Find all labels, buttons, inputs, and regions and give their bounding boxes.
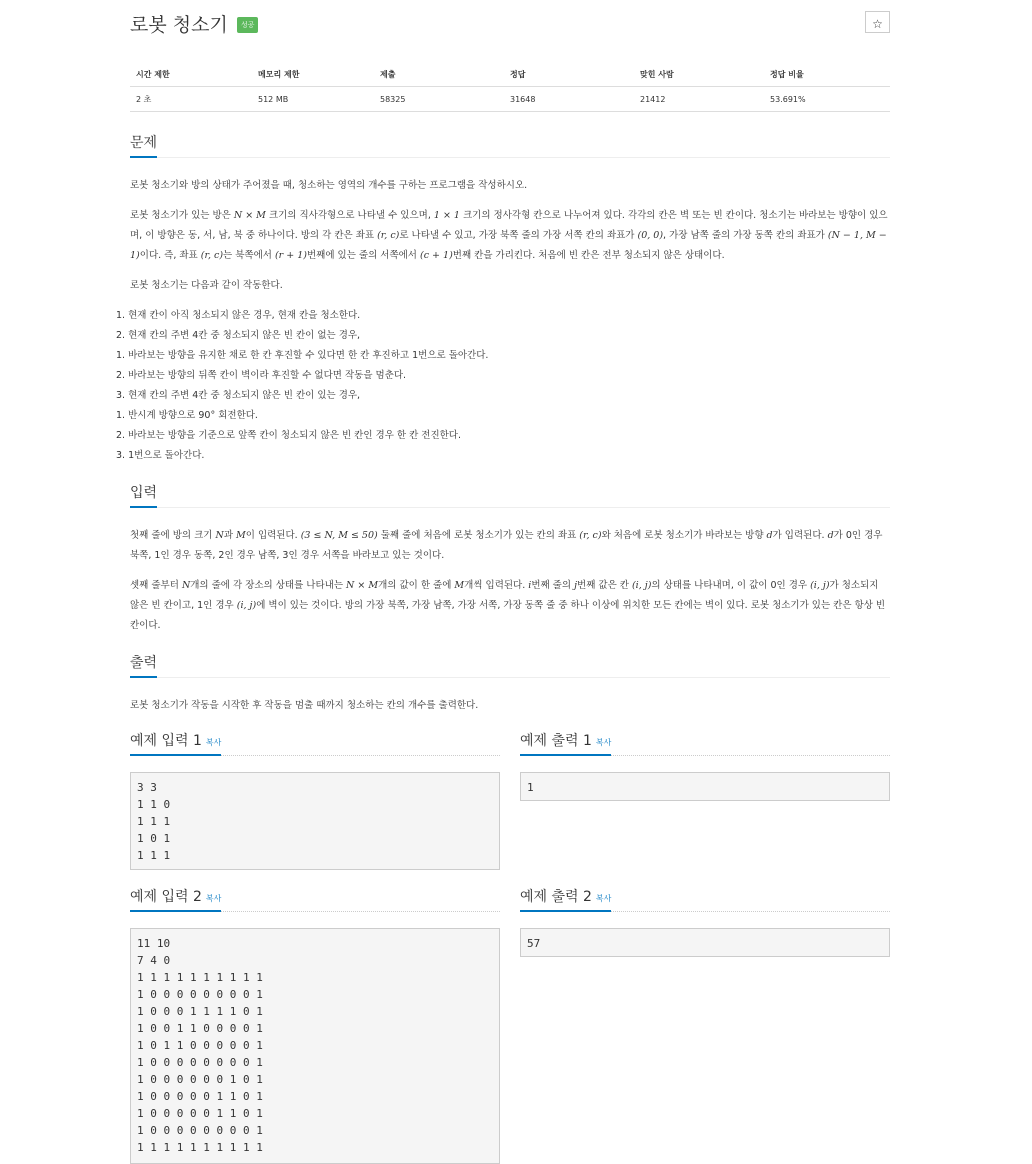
problem-section-header — [130, 132, 890, 158]
output-paragraph-1: 로봇 청소기가 작동을 시작한 후 작동을 멈출 때까지 청소하는 칸의 개수를 출력한다. — [130, 700, 479, 711]
header-solved-users: 맞힌 사람 — [634, 62, 764, 87]
list-item: 2. 바라보는 방향을 기준으로 앞쪽 칸이 청소되지 않은 빈 칸인 경우 한 칸 전진한다. — [116, 430, 462, 441]
info-header-row — [130, 62, 890, 87]
list-item: 1. 반시계 방향으로 90° 회전한다. — [116, 410, 258, 421]
info-value-row — [130, 87, 890, 112]
output-section-title: 출력 — [130, 652, 157, 678]
input-paragraph-1: 첫째 줄에 방의 크기 N과 M이 입력된다. (3 ≤ N, M ≤ 50) 둘째 줄에 처음에 로봇 청소기가 있는 칸의 좌표 (r, c)와 처음에 로봇 청소기가 바라보는 방향 d가 입력된다. d가 0인 경우 북쪽, 1인 경우 동쪽, 2인 경우 남쪽, 3인 경우 서쪽을 바라보고 있는 것이다. — [130, 530, 883, 561]
problem-paragraph-3: 로봇 청소기는 다음과 같이 작동한다. — [130, 280, 283, 291]
output-section-header — [130, 652, 890, 678]
header-time-limit: 시간 제한 — [130, 62, 252, 87]
operation-steps-list — [116, 306, 890, 466]
copy-button[interactable]: 복사 — [205, 894, 222, 903]
list-item: 2. 바라보는 방향의 뒤쪽 칸이 벽이라 후진할 수 없다면 작동을 멈춘다. — [116, 370, 407, 381]
star-icon[interactable]: ☆ — [865, 11, 890, 33]
input-section — [130, 482, 890, 636]
input-section-title: 입력 — [130, 482, 157, 508]
header-accept-ratio: 정답 비율 — [764, 62, 890, 87]
sample-input-1 — [130, 730, 500, 870]
problem-info-table — [130, 62, 890, 112]
sample-output-2-title: 예제 출력 2 — [520, 889, 592, 905]
input-paragraph-2: 셋째 줄부터 N개의 줄에 각 장소의 상태를 나타내는 N × M개의 값이 한 줄에 M개씩 입력된다. i번째 줄의 j번째 값은 칸 (i, j)의 상태를 나타내며, 이 값이 0인 경우 (i, j)가 청소되지 않은 빈 칸이고, 1인 경우 (i, j)에 벽이 있는 것이다. 방의 가장 북쪽, 가장 남쪽, 가장 서쪽, 가장 동쪽 줄 중 하나 이상에 위치한 모든 칸에는 벽이 있다. 로봇 청소기가 있는 칸은 항상 빈 칸이다. — [130, 580, 886, 631]
problem-paragraph-2: 로봇 청소기가 있는 방은 N × M 크기의 직사각형으로 나타낼 수 있으며, 1 × 1 크기의 정사각형 칸으로 나누어져 있다. 각각의 칸은 벽 또는 빈 칸이다. 청소기는 바라보는 방향이 있으며, 이 방향은 동, 서, 남, 북 중 하나이다. 방의 각 칸은 좌표 (r, c)로 나타낼 수 있고, 가장 북쪽 줄의 가장 서쪽 칸의 좌표가 (0, 0), 가장 남쪽 줄의 가장 동쪽 칸의 좌표가 (N − 1, M − 1)이다. 즉, 좌표 (r, c)는 북쪽에서 (r + 1)번째에 있는 줄의 서쪽에서 (c + 1)번째 칸을 가리킨다. 처음에 빈 칸은 전부 청소되지 않은 상태이다. — [130, 210, 888, 261]
sample-output-2-header — [520, 886, 890, 912]
header-submissions: 제출 — [374, 62, 504, 87]
status-badge: 성공 — [237, 17, 259, 33]
value-solved-users: 21412 — [634, 87, 764, 112]
problem-title: 로봇 청소기 — [130, 14, 228, 36]
sample-input-1-title: 예제 입력 1 — [130, 733, 202, 749]
value-memory-limit: 512 MB — [252, 87, 374, 112]
list-item: 2. 현재 칸의 주변 4칸 중 청소되지 않은 빈 칸이 없는 경우, — [116, 330, 361, 341]
list-item: 3. 1번으로 돌아간다. — [116, 450, 205, 461]
sample-input-2-title: 예제 입력 2 — [130, 889, 202, 905]
header-memory-limit: 메모리 제한 — [252, 62, 374, 87]
sample-input-2 — [130, 886, 500, 1164]
sample-output-1-header — [520, 730, 890, 756]
title-row — [130, 0, 890, 50]
sample-input-1-header — [130, 730, 500, 756]
sample-input-1-box: 3 3 1 1 0 1 1 1 1 0 1 1 1 1 — [130, 772, 500, 870]
value-accept-ratio: 53.691% — [764, 87, 890, 112]
copy-button[interactable]: 복사 — [595, 738, 612, 747]
list-item: 3. 현재 칸의 주변 4칸 중 청소되지 않은 빈 칸이 있는 경우, — [116, 390, 361, 401]
input-section-header — [130, 482, 890, 508]
problem-page — [116, 0, 890, 1164]
value-submissions: 58325 — [374, 87, 504, 112]
samples-row-2 — [130, 886, 890, 1164]
sample-output-2 — [520, 886, 890, 1164]
sample-input-2-box: 11 10 7 4 0 1 1 1 1 1 1 1 1 1 1 1 0 0 0 0 0 0 0 0 1 1 0 0 0 1 1 1 1 0 1 1 0 0 1 1 0 0 0 0 1 1 0 1 1 0 0 0 0 0 1 1 0 0 0 0 0 0 0 0 1 1 0 0 0 0 0 0 1 0 1 1 0 0 0 0 0 1 1 0 1 1 0 0 0 0 0 1 1 0 1 1 0 0 0 0 0 0 0 0 1 1 1 1 1 1 1 1 1 1 1 — [130, 928, 500, 1164]
problem-section — [116, 132, 890, 466]
copy-button[interactable]: 복사 — [595, 894, 612, 903]
samples-row-1 — [130, 730, 890, 870]
sample-output-2-box: 57 — [520, 928, 890, 957]
problem-paragraph-1: 로봇 청소기와 방의 상태가 주어졌을 때, 청소하는 영역의 개수를 구하는 프로그램을 작성하시오. — [130, 180, 528, 191]
output-section — [130, 652, 890, 716]
sample-output-1-box: 1 — [520, 772, 890, 801]
header-accepted: 정답 — [504, 62, 634, 87]
list-item: 1. 현재 칸이 아직 청소되지 않은 경우, 현재 칸을 청소한다. — [116, 310, 361, 321]
sample-output-1 — [520, 730, 890, 870]
copy-button[interactable]: 복사 — [205, 738, 222, 747]
problem-section-title: 문제 — [130, 132, 157, 158]
value-time-limit: 2 초 — [130, 87, 252, 112]
sample-input-2-header — [130, 886, 500, 912]
value-accepted: 31648 — [504, 87, 634, 112]
list-item: 1. 바라보는 방향을 유지한 채로 한 칸 후진할 수 있다면 한 칸 후진하고 1번으로 돌아간다. — [116, 350, 489, 361]
sample-output-1-title: 예제 출력 1 — [520, 733, 592, 749]
